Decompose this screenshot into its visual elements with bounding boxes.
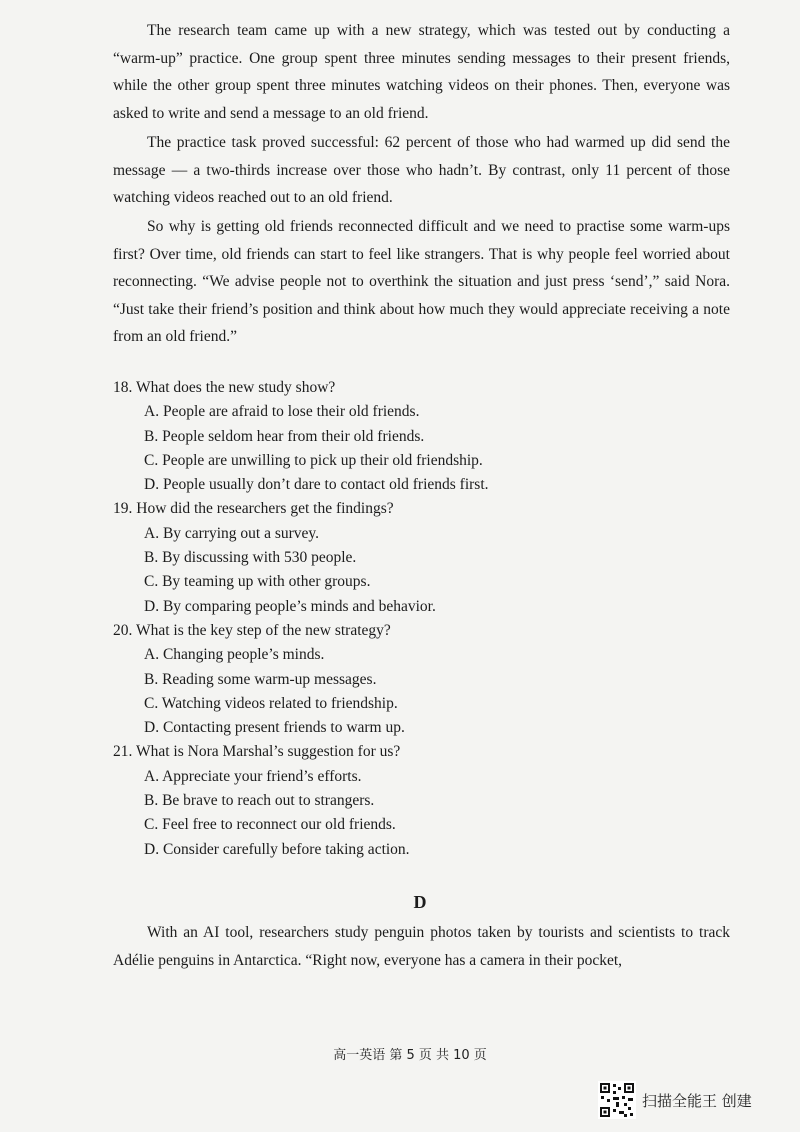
option-b: B. People seldom hear from their old friends. <box>144 427 425 445</box>
question-20 <box>113 619 713 740</box>
question-stem: 18. What does the new study show? <box>113 379 336 396</box>
question-stem: 20. What is the key step of the new strategy? <box>113 621 391 639</box>
option-a: A. Changing people’s minds. <box>144 646 325 664</box>
section-d-paragraph: With an AI tool, researchers study penguin photos taken by tourists and scientists to track Adélie penguins in Antarctica. “Right now, everyone has a camera in their pocket, <box>113 924 730 969</box>
option-d: D. Contacting present friends to warm up. <box>144 719 405 737</box>
option-b: B. Reading some warm-up messages. <box>144 670 377 688</box>
article-paragraph-1: The research team came up with a new strategy, which was tested out by conducting a “warm-up” practice. One group spent three minutes sending messages to their present friends, while the other group spent three minutes watching videos on their phones. Then, everyone was asked to write and send a message to an old friend. <box>113 22 730 122</box>
option-c: C. Feel free to reconnect our old friends. <box>144 816 396 834</box>
option-a: A. People are afraid to lose their old friends. <box>144 403 420 421</box>
qr-code-icon <box>598 1081 636 1119</box>
option-d: D. Consider carefully before taking action. <box>144 840 410 858</box>
option-b: B. Be brave to reach out to strangers. <box>144 792 375 810</box>
question-18 <box>113 376 713 497</box>
option-a: A. By carrying out a survey. <box>144 524 320 542</box>
scanner-watermark <box>598 1081 752 1119</box>
option-d: D. People usually don’t dare to contact old friends first. <box>144 476 489 494</box>
question-21 <box>113 740 713 861</box>
option-a: A. Appreciate your friend’s efforts. <box>144 767 362 785</box>
article-paragraph-3: So why is getting old friends reconnected difficult and we need to practise some warm-ups first? Over time, old friends can start to feel like strangers. That is why people feel worried about reconnecting. “We advise people not to overthink the situation and just press ‘send’,” said Nora. “Just take their friend’s position and think about how much they would appreciate receiving a note from an old friend.” <box>113 218 730 345</box>
watermark-text: 扫描全能王 创建 <box>642 1091 752 1110</box>
question-19 <box>113 497 713 618</box>
option-d: D. By comparing people’s minds and behavior. <box>144 597 436 615</box>
option-c: C. Watching videos related to friendship. <box>144 694 398 712</box>
page-footer: 高一英语 第 5 页 共 10 页 <box>333 1048 487 1063</box>
option-b: B. By discussing with 530 people. <box>144 549 357 567</box>
question-list <box>113 376 713 862</box>
article-paragraph-2: The practice task proved successful: 62 percent of those who had warmed up did send the message — a two-thirds increase over those who hadn’t. By contrast, only 11 percent of those watching videos reached out to an old friend. <box>113 134 730 206</box>
question-stem: 21. What is Nora Marshal’s suggestion for us? <box>113 743 401 761</box>
question-stem: 19. How did the researchers get the findings? <box>113 500 394 518</box>
option-c: C. By teaming up with other groups. <box>144 573 371 591</box>
section-d-heading: D <box>413 892 427 912</box>
option-c: C. People are unwilling to pick up their old friendship. <box>144 451 483 469</box>
